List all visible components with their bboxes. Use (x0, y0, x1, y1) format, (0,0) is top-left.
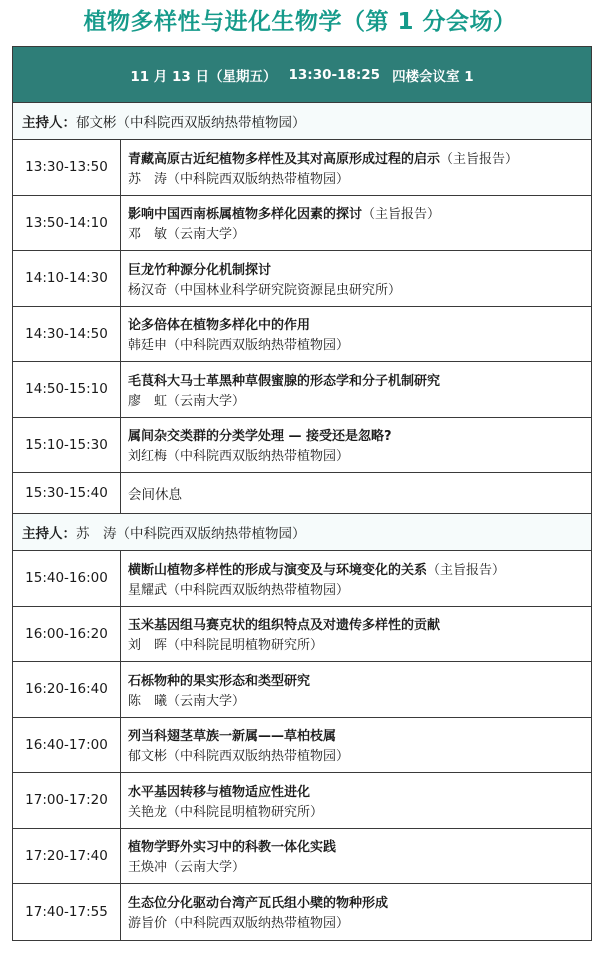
break-label: 会间休息 (128, 487, 182, 503)
talk-cell (121, 662, 591, 717)
talk-row (13, 362, 591, 418)
speaker: 邓 敏（云南大学） (128, 227, 246, 243)
talk-time: 14:10-14:30 (13, 251, 121, 306)
talk-cell (121, 607, 591, 662)
speaker: 刘红梅（中科院西双版纳热带植物园） (128, 449, 350, 465)
talk-cell (121, 551, 591, 606)
talk-title-line (128, 561, 591, 581)
talk-title: 影响中国西南栎属植物多样化因素的探讨 (128, 207, 363, 223)
talk-title-line (128, 205, 591, 225)
talk-cell (121, 140, 591, 195)
talk-time: 16:20-16:40 (13, 662, 121, 717)
talk-title: 论多倍体在植物多样化中的作用 (128, 318, 311, 334)
break-time: 15:30-15:40 (13, 473, 121, 513)
talk-row (13, 773, 591, 829)
talk-row (13, 551, 591, 607)
speaker: 星耀武（中科院西双版纳热带植物园） (128, 582, 350, 598)
talk-time: 13:30-13:50 (13, 140, 121, 195)
break-row (13, 473, 591, 514)
talk-title: 玉米基因组马赛克状的组织特点及对遗传多样性的贡献 (128, 618, 441, 634)
speaker: 韩廷申（中科院西双版纳热带植物园） (128, 338, 350, 354)
talk-row (13, 718, 591, 774)
talk-cell (121, 362, 591, 417)
talk-time: 13:50-14:10 (13, 196, 121, 251)
talk-title-line (128, 427, 591, 447)
talk-cell (121, 829, 591, 884)
speaker: 关艳龙（中科院昆明植物研究所） (128, 804, 324, 820)
host-name: 苏 涛（中科院西双版纳热带植物园） (76, 526, 306, 542)
talk-title-line (128, 616, 591, 636)
talk-time: 15:10-15:30 (13, 418, 121, 473)
speaker: 郁文彬（中科院西双版纳热带植物园） (128, 749, 350, 765)
talk-title: 植物学野外实习中的科教一体化实践 (128, 840, 337, 856)
speaker: 游旨价（中科院西双版纳热带植物园） (128, 916, 350, 932)
host-row (13, 514, 591, 551)
speaker: 陈 曦（云南大学） (128, 693, 246, 709)
talk-cell (121, 718, 591, 773)
speaker: 刘 晖（中科院昆明植物研究所） (128, 638, 324, 654)
talk-time: 16:00-16:20 (13, 607, 121, 662)
talk-title-line (128, 316, 591, 336)
speaker: 苏 涛（中科院西双版纳热带植物园） (128, 171, 350, 187)
talk-title: 石栎物种的果实形态和类型研究 (128, 673, 311, 689)
talk-time: 17:00-17:20 (13, 773, 121, 828)
talk-row (13, 607, 591, 663)
talk-title: 生态位分化驱动台湾产瓦氏组小檗的物种形成 (128, 896, 389, 912)
talk-row (13, 140, 591, 196)
schedule-table (12, 46, 592, 941)
talk-title-line (128, 894, 591, 914)
keynote-tag: （主旨报告） (440, 151, 519, 167)
talk-row (13, 418, 591, 474)
session-date: 11 月 13 日（星期五） (130, 68, 277, 85)
talk-title-line (128, 783, 591, 803)
host-row (13, 103, 591, 140)
talk-row (13, 884, 591, 940)
page-title: 植物多样性与进化生物学（第 1 分会场） (83, 9, 517, 35)
host-label: 主持人： (22, 115, 76, 131)
talk-cell (121, 251, 591, 306)
host-label: 主持人： (22, 526, 76, 542)
talk-row (13, 196, 591, 252)
session-header (13, 47, 591, 103)
talk-title-line (128, 150, 591, 170)
session-room: 四楼会议室 1 (392, 68, 474, 85)
talk-title: 毛茛科大马士革黑种草假蜜腺的形态学和分子机制研究 (128, 373, 441, 389)
talk-time: 14:50-15:10 (13, 362, 121, 417)
talk-title-line (128, 261, 591, 281)
talk-title-line (128, 372, 591, 392)
talk-cell (121, 418, 591, 473)
talk-title: 属间杂交类群的分类学处理 — 接受还是忽略? (128, 429, 392, 445)
speaker: 廖 虹（云南大学） (128, 393, 246, 409)
talk-title: 列当科翅茎草族一新属——草柏枝属 (128, 729, 337, 745)
talk-row (13, 829, 591, 885)
talk-cell (121, 307, 591, 362)
talk-time: 17:40-17:55 (13, 884, 121, 940)
talk-title: 青藏高原古近纪植物多样性及其对高原形成过程的启示 (128, 151, 441, 167)
speaker: 杨汉奇（中国林业科学研究院资源昆虫研究所） (128, 282, 402, 298)
speaker: 王焕冲（云南大学） (128, 860, 246, 876)
talk-time: 17:20-17:40 (13, 829, 121, 884)
talk-title-line (128, 838, 591, 858)
talk-title-line (128, 727, 591, 747)
session-time-range: 13:30-18:25 (288, 66, 381, 83)
talk-cell (121, 773, 591, 828)
talk-time: 16:40-17:00 (13, 718, 121, 773)
talk-time: 14:30-14:50 (13, 307, 121, 362)
keynote-tag: （主旨报告） (427, 562, 506, 578)
talk-row (13, 307, 591, 363)
talk-title: 横断山植物多样性的形成与演变及与环境变化的关系 (128, 562, 428, 578)
talk-title: 巨龙竹种源分化机制探讨 (128, 262, 272, 278)
host-name: 郁文彬（中科院西双版纳热带植物园） (76, 115, 306, 131)
keynote-tag: （主旨报告） (362, 207, 441, 223)
talk-cell (121, 196, 591, 251)
talk-cell (121, 884, 591, 940)
talk-time: 15:40-16:00 (13, 551, 121, 606)
talk-title-line (128, 672, 591, 692)
talk-row (13, 251, 591, 307)
break-cell (121, 473, 591, 513)
talk-title: 水平基因转移与植物适应性进化 (128, 784, 311, 800)
talk-row (13, 662, 591, 718)
